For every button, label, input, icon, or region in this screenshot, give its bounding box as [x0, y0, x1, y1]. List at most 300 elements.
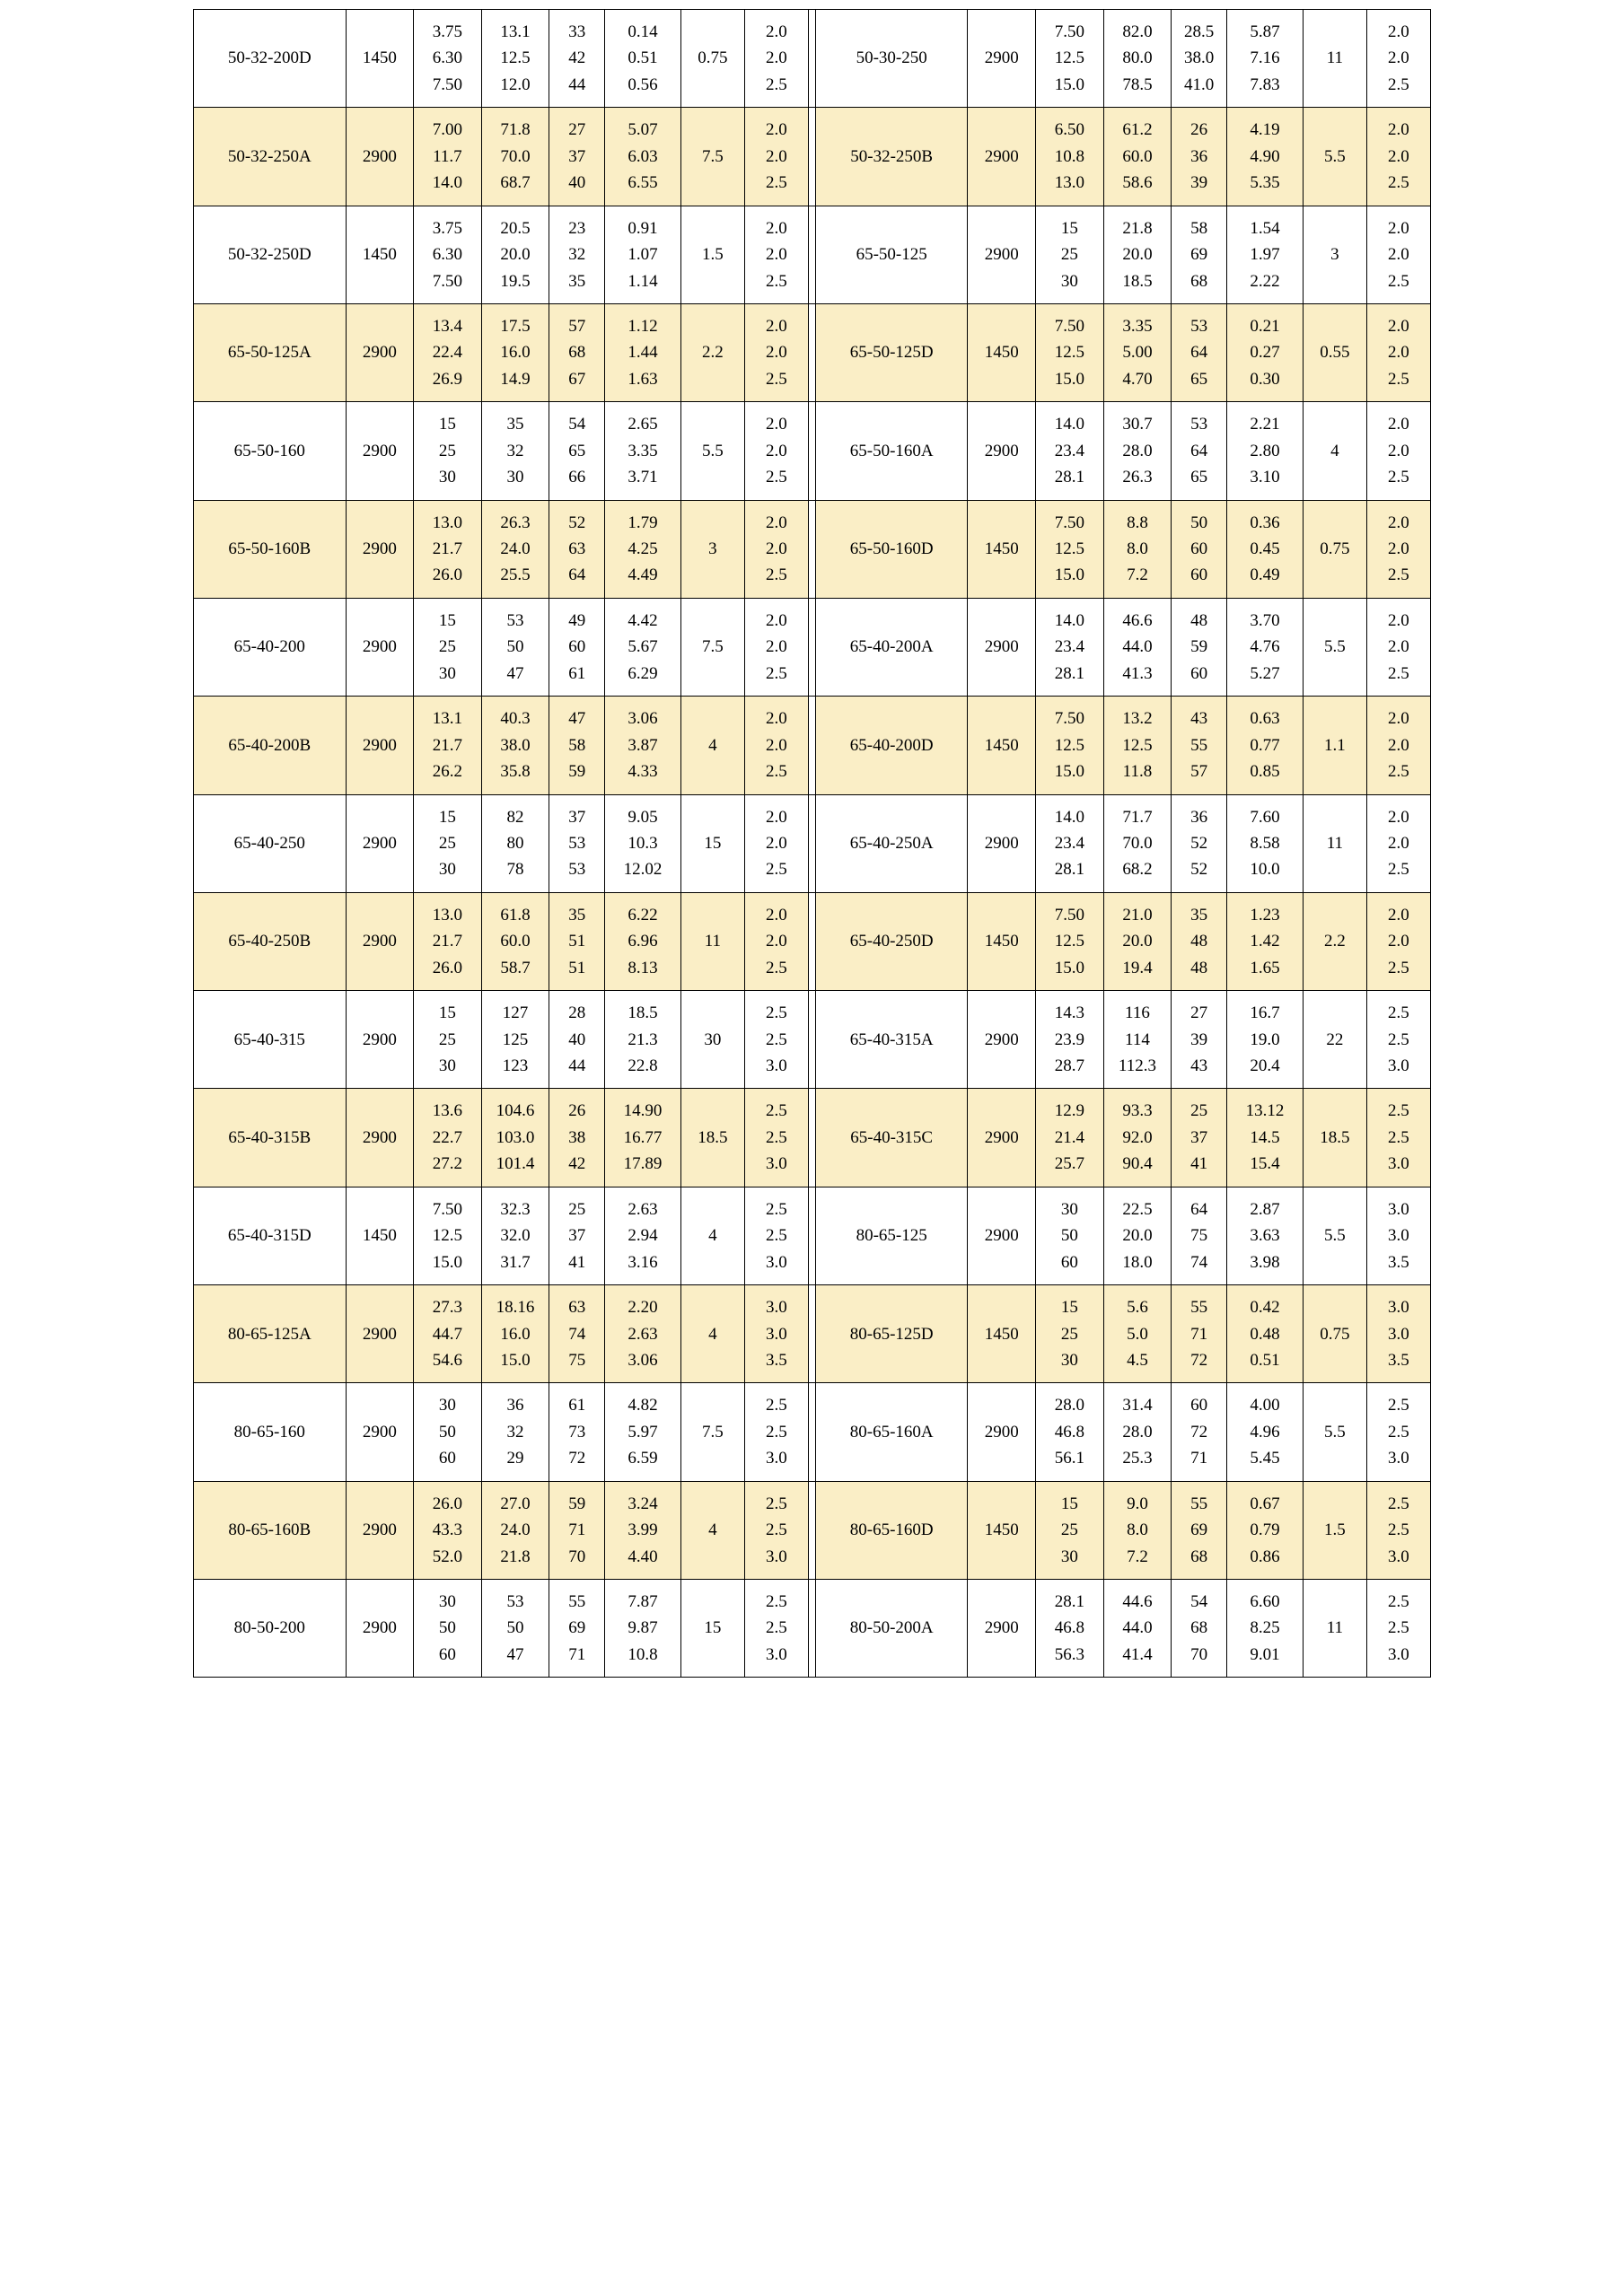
shaft-power-cell-value: 1.97 — [1250, 245, 1280, 265]
pump-model-cell-value: 65-40-200 — [233, 637, 305, 657]
diameter-cell-value: 2.0 — [1388, 48, 1409, 68]
shaft-power-cell-value: 4.42 — [628, 610, 658, 630]
rotation-speed-cell — [968, 892, 1036, 990]
head-cell-value: 31.4 — [1122, 1396, 1153, 1415]
shaft-power-cell-value: 9.05 — [628, 807, 658, 827]
flow-rate-cell-value: 7.50 — [1054, 316, 1084, 336]
diameter-cell-value: 3.0 — [766, 1056, 787, 1075]
flow-rate-cell-value: 15.0 — [432, 1252, 463, 1272]
column-divider — [808, 892, 815, 990]
head-cell-value: 9.0 — [1127, 1494, 1148, 1513]
rotation-speed-cell-value: 2900 — [984, 1226, 1019, 1246]
efficiency-cell-value: 23 — [568, 218, 586, 238]
pump-model-cell — [815, 1383, 968, 1481]
rotation-speed-cell — [346, 1285, 414, 1383]
shaft-power-cell — [1227, 10, 1304, 108]
diameter-cell-value: 3.5 — [1388, 1252, 1409, 1272]
head-cell — [481, 303, 549, 401]
diameter-cell — [1366, 1580, 1430, 1678]
shaft-power-cell-value: 8.13 — [628, 958, 658, 977]
table-row — [194, 892, 1431, 990]
rotation-speed-cell-value: 2900 — [362, 932, 397, 951]
efficiency-cell-value: 63 — [568, 539, 586, 558]
head-cell — [481, 1187, 549, 1284]
head-cell — [1103, 697, 1172, 794]
diameter-cell-value: 3.0 — [766, 1324, 787, 1344]
efficiency-cell-value: 35 — [568, 271, 586, 291]
head-cell-value: 58.7 — [500, 958, 531, 977]
motor-power-cell-value: 0.75 — [698, 48, 728, 68]
shaft-power-cell-value: 5.67 — [628, 637, 658, 657]
pump-model-cell — [815, 500, 968, 598]
head-cell-value: 25.5 — [500, 565, 531, 585]
shaft-power-cell-value: 2.20 — [628, 1298, 658, 1318]
diameter-cell-value: 2.0 — [1388, 513, 1409, 532]
pump-model-cell-value: 80-65-160A — [849, 1422, 934, 1442]
efficiency-cell-value: 25 — [1190, 1101, 1208, 1121]
efficiency-cell-value: 39 — [1190, 173, 1208, 193]
rotation-speed-cell-value: 1450 — [984, 1520, 1019, 1540]
efficiency-cell-value: 69 — [1190, 245, 1208, 265]
rotation-speed-cell-value: 2900 — [362, 343, 397, 363]
rotation-speed-cell — [346, 892, 414, 990]
diameter-cell-value: 2.0 — [766, 637, 787, 657]
flow-rate-cell-value: 56.1 — [1054, 1449, 1084, 1468]
head-cell-value: 8.8 — [1127, 513, 1148, 532]
rotation-speed-cell-value: 2900 — [984, 1127, 1019, 1147]
efficiency-cell-value: 53 — [1190, 316, 1208, 336]
head-cell — [481, 402, 549, 500]
diameter-cell-value: 3.5 — [1388, 1350, 1409, 1370]
head-cell-value: 16.0 — [500, 1324, 531, 1344]
diameter-cell — [1366, 1089, 1430, 1187]
flow-rate-cell — [414, 402, 482, 500]
table-row — [194, 697, 1431, 794]
shaft-power-cell — [605, 794, 681, 892]
flow-rate-cell-value: 15 — [1060, 1494, 1078, 1513]
head-cell-value: 61.8 — [500, 905, 531, 925]
motor-power-cell — [680, 892, 744, 990]
shaft-power-cell-value: 4.25 — [628, 539, 658, 558]
table-row — [194, 1580, 1431, 1678]
motor-power-cell-value: 5.5 — [1323, 1226, 1346, 1246]
diameter-cell — [744, 1383, 808, 1481]
diameter-cell-value: 2.0 — [1388, 245, 1409, 265]
flow-rate-cell-value: 28.0 — [1054, 1396, 1084, 1415]
efficiency-cell-value: 38 — [568, 1127, 586, 1147]
head-cell-value: 5.00 — [1122, 343, 1153, 363]
rotation-speed-cell-value: 2900 — [362, 1520, 397, 1540]
shaft-power-cell-value: 3.63 — [1250, 1226, 1280, 1246]
diameter-cell-value: 2.5 — [766, 1618, 787, 1638]
head-cell-value: 35.8 — [500, 762, 531, 782]
efficiency-cell-value: 68 — [1190, 1547, 1208, 1566]
head-cell — [481, 598, 549, 696]
diameter-cell — [744, 1285, 808, 1383]
flow-rate-cell-value: 44.7 — [432, 1324, 463, 1344]
shaft-power-cell-value: 0.45 — [1250, 539, 1280, 558]
shaft-power-cell — [1227, 1383, 1304, 1481]
pump-model-cell-value: 65-50-125 — [856, 245, 927, 265]
flow-rate-cell-value: 46.8 — [1054, 1422, 1084, 1442]
shaft-power-cell-value: 0.51 — [1250, 1350, 1280, 1370]
efficiency-cell-value: 67 — [568, 369, 586, 389]
head-cell-value: 53 — [506, 610, 524, 630]
efficiency-cell-value: 51 — [568, 932, 586, 951]
flow-rate-cell — [1036, 1187, 1104, 1284]
column-divider — [808, 794, 815, 892]
head-cell-value: 5.0 — [1127, 1324, 1148, 1344]
efficiency-cell-value: 71 — [1190, 1324, 1208, 1344]
diameter-cell-value: 2.0 — [766, 218, 787, 238]
diameter-cell-value: 2.5 — [1388, 74, 1409, 94]
efficiency-cell — [549, 794, 605, 892]
flow-rate-cell — [1036, 1481, 1104, 1579]
flow-rate-cell-value: 25 — [1060, 245, 1078, 265]
diameter-cell-value: 2.5 — [766, 1030, 787, 1049]
pump-model-cell — [194, 1187, 347, 1284]
head-cell — [1103, 1383, 1172, 1481]
efficiency-cell-value: 48 — [1190, 958, 1208, 977]
pump-model-cell-value: 80-50-200A — [849, 1618, 934, 1638]
diameter-cell-value: 2.5 — [766, 762, 787, 782]
shaft-power-cell-value: 0.85 — [1250, 762, 1280, 782]
diameter-cell-value: 3.5 — [766, 1350, 787, 1370]
shaft-power-cell — [1227, 1580, 1304, 1678]
efficiency-cell-value: 28.5 — [1184, 22, 1215, 41]
efficiency-cell — [549, 1089, 605, 1187]
head-cell-value: 15.0 — [500, 1350, 531, 1370]
efficiency-cell-value: 65 — [568, 441, 586, 460]
flow-rate-cell-value: 27.3 — [432, 1298, 463, 1318]
rotation-speed-cell — [346, 991, 414, 1089]
diameter-cell-value: 2.5 — [766, 1396, 787, 1415]
flow-rate-cell — [1036, 108, 1104, 206]
motor-power-cell-value: 30 — [704, 1030, 722, 1049]
diameter-cell-value: 2.0 — [1388, 709, 1409, 729]
flow-rate-cell-value: 30 — [438, 468, 456, 487]
head-cell-value: 58.6 — [1122, 173, 1153, 193]
shaft-power-cell-value: 14.90 — [623, 1101, 663, 1121]
head-cell-value: 80.0 — [1122, 48, 1153, 68]
diameter-cell-value: 2.0 — [766, 48, 787, 68]
head-cell-value: 35 — [506, 415, 524, 434]
diameter-cell — [744, 598, 808, 696]
motor-power-cell — [1303, 697, 1366, 794]
shaft-power-cell-value: 6.96 — [628, 932, 658, 951]
diameter-cell — [1366, 1187, 1430, 1284]
diameter-cell-value: 2.5 — [766, 271, 787, 291]
pump-model-cell — [815, 303, 968, 401]
head-cell — [1103, 598, 1172, 696]
head-cell-value: 114 — [1125, 1030, 1150, 1049]
flow-rate-cell-value: 15.0 — [1054, 565, 1084, 585]
motor-power-cell — [1303, 500, 1366, 598]
flow-rate-cell-value: 25 — [438, 441, 456, 460]
flow-rate-cell-value: 25 — [1060, 1520, 1078, 1540]
diameter-cell-value: 3.0 — [1388, 1226, 1409, 1246]
efficiency-cell-value: 71 — [1190, 1449, 1208, 1468]
efficiency-cell-value: 75 — [1190, 1226, 1208, 1246]
efficiency-cell — [549, 303, 605, 401]
rotation-speed-cell — [346, 206, 414, 303]
efficiency-cell-value: 36 — [1190, 146, 1208, 166]
flow-rate-cell-value: 30 — [438, 860, 456, 880]
head-cell-value: 12.0 — [500, 74, 531, 94]
shaft-power-cell-value: 4.19 — [1250, 120, 1280, 140]
efficiency-cell-value: 42 — [568, 48, 586, 68]
motor-power-cell — [1303, 1285, 1366, 1383]
flow-rate-cell-value: 6.30 — [432, 48, 463, 68]
flow-rate-cell-value: 25 — [438, 833, 456, 853]
flow-rate-cell-value: 7.50 — [1054, 709, 1084, 729]
efficiency-cell-value: 72 — [1190, 1422, 1208, 1442]
diameter-cell-value: 2.0 — [766, 146, 787, 166]
shaft-power-cell-value: 1.63 — [628, 369, 658, 389]
shaft-power-cell-value: 0.63 — [1250, 709, 1280, 729]
efficiency-cell — [549, 598, 605, 696]
flow-rate-cell — [414, 892, 482, 990]
pump-model-cell — [194, 1383, 347, 1481]
head-cell-value: 44.0 — [1122, 1618, 1153, 1638]
head-cell — [1103, 402, 1172, 500]
shaft-power-cell-value: 13.12 — [1245, 1101, 1285, 1121]
rotation-speed-cell-value: 2900 — [984, 833, 1019, 853]
flow-rate-cell-value: 15 — [438, 1003, 456, 1023]
head-cell-value: 26.3 — [1122, 468, 1153, 487]
pump-model-cell-value: 50-30-250 — [856, 48, 927, 68]
shaft-power-cell-value: 2.21 — [1250, 415, 1280, 434]
efficiency-cell — [549, 10, 605, 108]
shaft-power-cell-value: 12.02 — [623, 860, 663, 880]
diameter-cell — [744, 108, 808, 206]
efficiency-cell-value: 43 — [1190, 709, 1208, 729]
column-divider — [808, 500, 815, 598]
head-cell-value: 21.0 — [1122, 905, 1153, 925]
pump-model-cell-value: 65-40-200D — [849, 735, 934, 755]
shaft-power-cell-value: 3.98 — [1250, 1252, 1280, 1272]
diameter-cell — [1366, 892, 1430, 990]
shaft-power-cell-value: 8.25 — [1250, 1618, 1280, 1638]
head-cell-value: 93.3 — [1122, 1101, 1153, 1121]
efficiency-cell — [1172, 697, 1227, 794]
efficiency-cell-value: 26 — [568, 1101, 586, 1121]
flow-rate-cell-value: 13.0 — [432, 905, 463, 925]
efficiency-cell — [549, 1580, 605, 1678]
shaft-power-cell-value: 0.91 — [628, 218, 658, 238]
efficiency-cell — [549, 1481, 605, 1579]
flow-rate-cell — [1036, 402, 1104, 500]
head-cell-value: 103.0 — [496, 1127, 535, 1147]
pump-model-cell-value: 65-50-160D — [849, 539, 934, 558]
diameter-cell-value: 2.0 — [1388, 22, 1409, 41]
table-row — [194, 402, 1431, 500]
diameter-cell-value: 2.0 — [1388, 316, 1409, 336]
efficiency-cell-value: 64 — [568, 565, 586, 585]
head-cell-value: 13.2 — [1122, 709, 1153, 729]
head-cell — [481, 10, 549, 108]
flow-rate-cell-value: 28.1 — [1054, 663, 1084, 683]
flow-rate-cell-value: 13.0 — [432, 513, 463, 532]
efficiency-cell-value: 50 — [1190, 513, 1208, 532]
pump-specification-table — [193, 9, 1431, 1678]
diameter-cell-value: 3.0 — [1388, 1547, 1409, 1566]
efficiency-cell-value: 48 — [1190, 932, 1208, 951]
rotation-speed-cell — [968, 598, 1036, 696]
shaft-power-cell-value: 1.23 — [1250, 905, 1280, 925]
pump-model-cell — [194, 402, 347, 500]
motor-power-cell — [1303, 402, 1366, 500]
shaft-power-cell — [605, 1187, 681, 1284]
table-row — [194, 1285, 1431, 1383]
flow-rate-cell-value: 30 — [1060, 1350, 1078, 1370]
head-cell — [1103, 1285, 1172, 1383]
pump-model-cell — [194, 1089, 347, 1187]
motor-power-cell — [680, 697, 744, 794]
shaft-power-cell-value: 0.77 — [1250, 735, 1280, 755]
pump-model-cell-value: 50-32-250A — [227, 146, 312, 166]
diameter-cell-value: 2.5 — [1388, 1592, 1409, 1611]
flow-rate-cell-value: 15.0 — [1054, 369, 1084, 389]
flow-rate-cell — [414, 206, 482, 303]
efficiency-cell-value: 72 — [1190, 1350, 1208, 1370]
efficiency-cell-value: 59 — [568, 762, 586, 782]
shaft-power-cell-value: 5.35 — [1250, 173, 1280, 193]
rotation-speed-cell — [968, 1089, 1036, 1187]
rotation-speed-cell — [346, 108, 414, 206]
column-divider — [808, 10, 815, 108]
head-cell-value: 68.2 — [1122, 860, 1153, 880]
diameter-cell — [744, 1481, 808, 1579]
shaft-power-cell-value: 0.48 — [1250, 1324, 1280, 1344]
table-row — [194, 108, 1431, 206]
efficiency-cell — [549, 1187, 605, 1284]
shaft-power-cell-value: 1.07 — [628, 245, 658, 265]
motor-power-cell — [680, 991, 744, 1089]
motor-power-cell — [680, 1481, 744, 1579]
shaft-power-cell — [1227, 1285, 1304, 1383]
flow-rate-cell-value: 60 — [1060, 1252, 1078, 1272]
pump-model-cell — [194, 206, 347, 303]
flow-rate-cell-value: 26.0 — [432, 1494, 463, 1513]
efficiency-cell-value: 28 — [568, 1003, 586, 1023]
diameter-cell-value: 2.0 — [1388, 833, 1409, 853]
motor-power-cell — [1303, 598, 1366, 696]
head-cell — [481, 794, 549, 892]
efficiency-cell-value: 55 — [568, 1592, 586, 1611]
diameter-cell-value: 3.0 — [766, 1449, 787, 1468]
efficiency-cell — [1172, 1285, 1227, 1383]
diameter-cell-value: 2.0 — [766, 316, 787, 336]
pump-model-cell-value: 65-40-315D — [227, 1226, 312, 1246]
rotation-speed-cell-value: 1450 — [984, 735, 1019, 755]
flow-rate-cell — [1036, 10, 1104, 108]
head-cell — [1103, 500, 1172, 598]
diameter-cell — [744, 892, 808, 990]
shaft-power-cell-value: 3.70 — [1250, 610, 1280, 630]
head-cell — [481, 206, 549, 303]
motor-power-cell-value: 3 — [1330, 245, 1339, 265]
diameter-cell-value: 2.5 — [1388, 565, 1409, 585]
head-cell-value: 16.0 — [500, 343, 531, 363]
head-cell-value: 78 — [506, 860, 524, 880]
rotation-speed-cell — [968, 1285, 1036, 1383]
motor-power-cell — [1303, 1187, 1366, 1284]
motor-power-cell-value: 0.55 — [1320, 343, 1350, 363]
rotation-speed-cell — [346, 1089, 414, 1187]
diameter-cell-value: 3.0 — [766, 1252, 787, 1272]
flow-rate-cell — [414, 500, 482, 598]
flow-rate-cell-value: 13.1 — [432, 709, 463, 729]
shaft-power-cell-value: 5.97 — [628, 1422, 658, 1442]
pump-model-cell-value: 50-32-250B — [850, 146, 934, 166]
motor-power-cell-value: 5.5 — [1323, 1422, 1346, 1442]
diameter-cell-value: 2.5 — [766, 1520, 787, 1540]
head-cell-value: 19.5 — [500, 271, 531, 291]
shaft-power-cell-value: 21.3 — [628, 1030, 658, 1049]
column-divider — [808, 1187, 815, 1284]
flow-rate-cell-value: 15.0 — [1054, 762, 1084, 782]
pump-model-cell-value: 50-32-250D — [227, 245, 312, 265]
shaft-power-cell-value: 3.24 — [628, 1494, 658, 1513]
diameter-cell — [1366, 10, 1430, 108]
rotation-speed-cell-value: 1450 — [984, 343, 1019, 363]
diameter-cell-value: 2.5 — [766, 860, 787, 880]
diameter-cell — [744, 500, 808, 598]
efficiency-cell — [1172, 1187, 1227, 1284]
efficiency-cell-value: 48 — [1190, 610, 1208, 630]
shaft-power-cell-value: 7.16 — [1250, 48, 1280, 68]
table-row — [194, 1481, 1431, 1579]
efficiency-cell-value: 43 — [1190, 1056, 1208, 1075]
head-cell-value: 104.6 — [496, 1101, 535, 1121]
efficiency-cell — [549, 1383, 605, 1481]
motor-power-cell — [1303, 303, 1366, 401]
efficiency-cell-value: 33 — [568, 22, 586, 41]
efficiency-cell-value: 49 — [568, 610, 586, 630]
efficiency-cell — [1172, 108, 1227, 206]
diameter-cell-value: 2.0 — [1388, 735, 1409, 755]
efficiency-cell-value: 37 — [568, 1226, 586, 1246]
head-cell-value: 60.0 — [1122, 146, 1153, 166]
pump-model-cell — [815, 1481, 968, 1579]
efficiency-cell-value: 35 — [568, 905, 586, 925]
diameter-cell — [1366, 697, 1430, 794]
rotation-speed-cell-value: 2900 — [362, 1618, 397, 1638]
shaft-power-cell-value: 0.51 — [628, 48, 658, 68]
shaft-power-cell-value: 0.79 — [1250, 1520, 1280, 1540]
efficiency-cell-value: 55 — [1190, 1494, 1208, 1513]
pump-model-cell — [194, 1285, 347, 1383]
motor-power-cell — [1303, 1580, 1366, 1678]
flow-rate-cell-value: 26.9 — [432, 369, 463, 389]
flow-rate-cell-value: 30 — [1060, 1199, 1078, 1219]
motor-power-cell — [680, 10, 744, 108]
head-cell-value: 28.0 — [1122, 1422, 1153, 1442]
shaft-power-cell-value: 6.03 — [628, 146, 658, 166]
shaft-power-cell-value: 3.06 — [628, 709, 658, 729]
shaft-power-cell-value: 9.01 — [1250, 1644, 1280, 1664]
shaft-power-cell-value: 22.8 — [628, 1056, 658, 1075]
shaft-power-cell-value: 10.3 — [628, 833, 658, 853]
head-cell — [481, 108, 549, 206]
diameter-cell — [744, 206, 808, 303]
rotation-speed-cell — [968, 1187, 1036, 1284]
diameter-cell-value: 2.0 — [766, 709, 787, 729]
motor-power-cell — [680, 1089, 744, 1187]
pump-model-cell-value: 80-65-160D — [849, 1520, 934, 1540]
motor-power-cell-value: 11 — [1326, 48, 1343, 68]
